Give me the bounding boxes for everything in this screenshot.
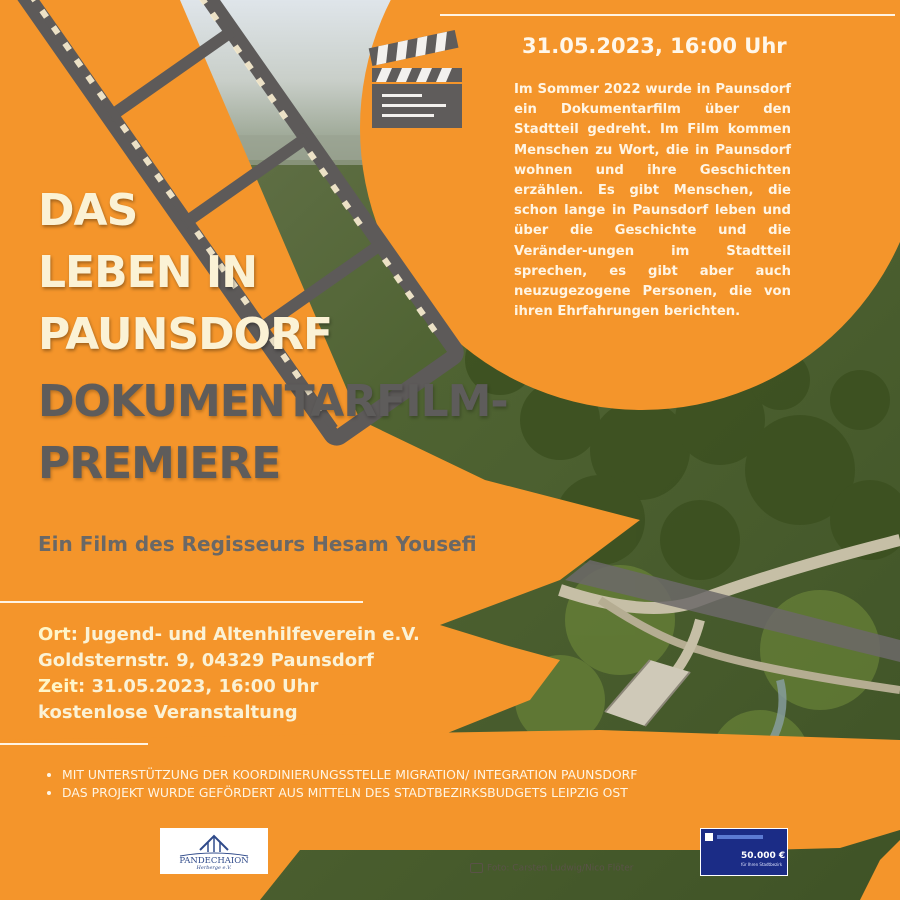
cost-line: kostenlose Veranstaltung [38, 702, 298, 723]
top-rule [440, 14, 895, 16]
director-subtitle: Ein Film des Regisseurs Hesam Yousefi [38, 532, 477, 556]
top-date: 31.05.2023, 16:00 Uhr [522, 34, 787, 58]
stadtbezirksbudget-logo [700, 828, 788, 876]
pandechaion-name: PANDECHAION [179, 856, 249, 866]
event-details [38, 622, 420, 726]
title-line-1: DAS [38, 185, 138, 236]
pandechaion-sub: Herberge e.V. [196, 865, 232, 871]
lower-rule [0, 743, 148, 745]
ort-label: Ort [38, 624, 71, 645]
ort-value: : Jugend- und Altenhilfeverein e.V. [70, 624, 420, 645]
photo-credit [470, 863, 634, 874]
zeit-label: Zeit [38, 676, 79, 697]
support-item: • MIT UNTERSTÜTZUNG DER KOORDINIERUNGSSTELLE MIGRATION/ INTEGRATION PAUNSDORF [62, 766, 662, 784]
title-line-2: LEBEN IN [38, 247, 258, 298]
zeit-value: : 31.05.2023, 16:00 Uhr [78, 676, 319, 697]
title-line-4: DOKUMENTARFILM- [38, 376, 508, 427]
support-item: • DAS PROJEKT WURDE GEFÖRDERT AUS MITTELN DES STADTBEZIRKSBUDGETS LEIPZIG OST [62, 784, 662, 802]
camera-icon [470, 863, 483, 873]
logo-banner [717, 835, 763, 839]
title-line-5: PREMIERE [38, 438, 281, 489]
time-line [38, 674, 420, 700]
photo-credit-text: Foto: Carsten Ludwig/Nico Flöter [487, 863, 634, 874]
mid-rule [0, 601, 363, 603]
budget-sub: für Ihren Stadtbezirk [741, 862, 783, 867]
address-line: Goldsternstr. 9, 04329 Paunsdorf [38, 650, 374, 671]
location-line [38, 622, 420, 648]
pandechaion-logo [160, 828, 268, 874]
film-description: Im Sommer 2022 wurde in Paunsdorf ein Dokumentarfilm über den Stadtteil gedreht. Im Film kommen Menschen zu Wort, die in Paunsdorf wohnen und ihre Geschichten erzählen. Es gibt Menschen, die schon lange in Paunsdorf leben und über die Geschichte und die Veränder-ungen im Stadtteil sprechen, es gibt aber auch neuzugezogene Personen, die von ihren Ehrfahrungen berichten. [514, 82, 791, 320]
budget-amount: 50.000 € [741, 851, 786, 861]
city-crest-icon [705, 833, 713, 841]
title-line-3: PAUNSDORF [38, 309, 333, 360]
support-list [42, 766, 662, 801]
